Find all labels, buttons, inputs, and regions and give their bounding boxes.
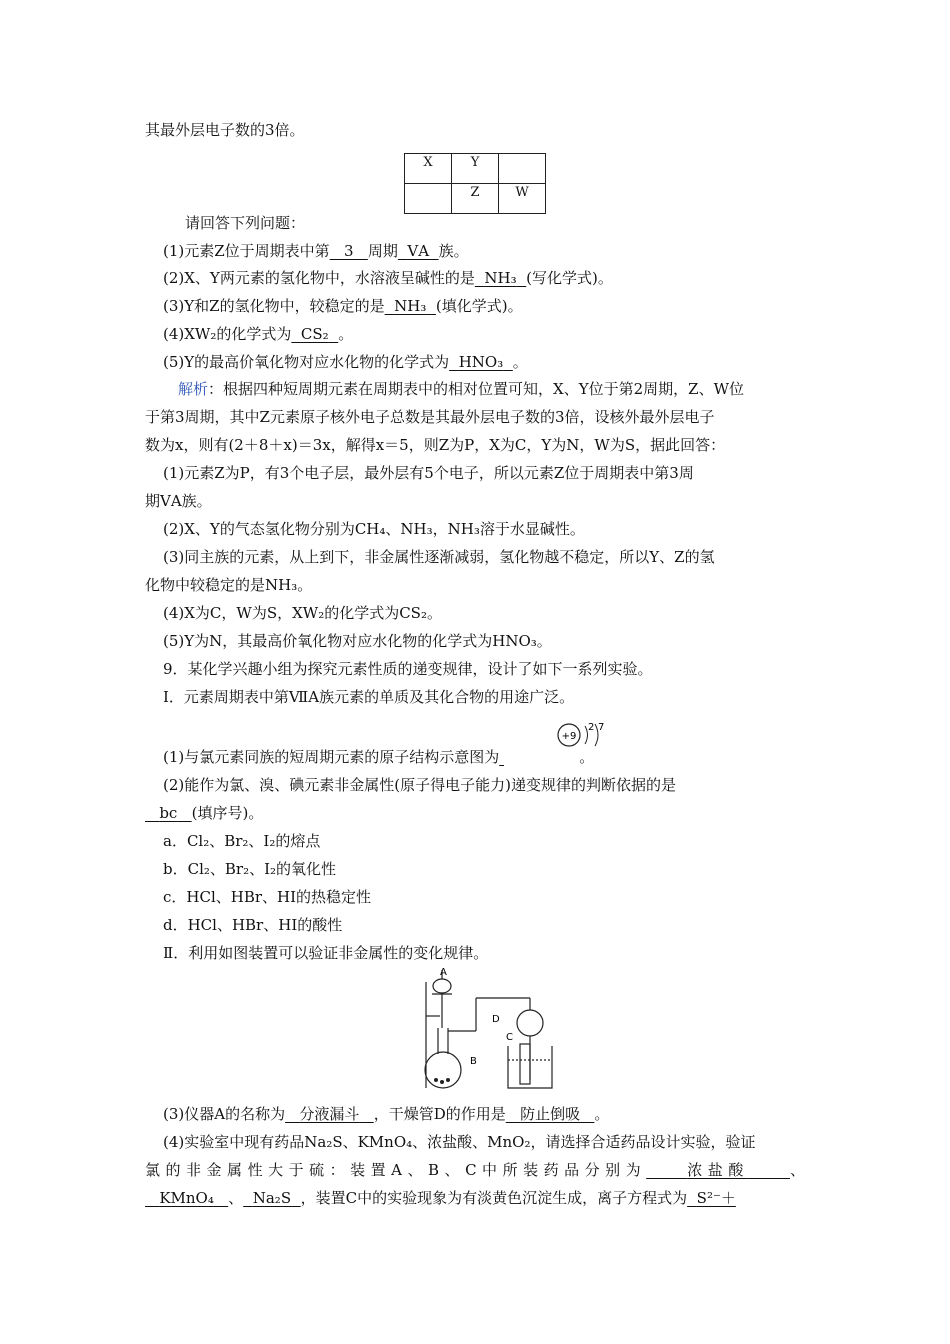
section-1-heading: Ⅰ．元素周期表中第ⅦA族元素的单质及其化合物的用途广泛。 xyxy=(163,688,575,706)
answer-blank: CS₂ xyxy=(300,325,329,343)
answer-blank: bc xyxy=(159,804,178,822)
problem-9-q4b: 氯的非金属性大于硫：装置A、B、C中所装药品分别为 浓盐酸 、 xyxy=(145,1161,805,1179)
answer-blank: 分液漏斗 xyxy=(299,1105,360,1123)
analysis-label: 解析 xyxy=(178,380,209,398)
answer-blank: NH₃ xyxy=(484,269,517,287)
option-b: b．Cl₂、Br₂、I₂的氧化性 xyxy=(163,860,337,878)
answer-blank: 防止倒吸 xyxy=(520,1105,581,1123)
problem-9-q4c: KMnO₄ 、 Na₂S ，装置C中的实验现象为有淡黄色沉淀生成，离子方程式为 S²⁻＋ xyxy=(145,1188,736,1208)
table-row xyxy=(405,184,546,214)
table-cell: W xyxy=(499,184,546,214)
question-3: (3)Y和Z的氢化物中，较稳定的是 NH₃ (填化学式)。 xyxy=(163,297,523,315)
option-a: a．Cl₂、Br₂、I₂的熔点 xyxy=(163,832,321,850)
analysis-line-2: 于第3周期，其中Z元素原子核外电子总数是其最外层电子数的3倍，设核外最外层电子 xyxy=(145,408,715,426)
table-cell xyxy=(499,154,546,184)
shell-2-count: 7 xyxy=(598,722,605,733)
table-row xyxy=(405,154,546,184)
answer-blank: S²⁻＋ xyxy=(696,1189,736,1207)
analysis-answer-5: (5)Y为N，其最高价氧化物对应水化物的化学式为HNO₃。 xyxy=(163,632,552,650)
answer-blank: HNO₃ xyxy=(458,353,504,371)
analysis-line-1: 解析：根据四种短周期元素在周期表中的相对位置可知，X、Y位于第2周期，Z、W位 xyxy=(178,380,744,398)
table-cell: X xyxy=(405,154,452,184)
question-5: (5)Y的最高价氧化物对应水化物的化学式为 HNO₃ 。 xyxy=(163,353,528,371)
analysis-answer-1b: 期ⅤA族。 xyxy=(145,492,212,510)
analysis-answer-1a: (1)元素Z为P，有3个电子层，最外层有5个电子，所以元素Z位于周期表中第3周 xyxy=(163,464,694,482)
problem-9-q3: (3)仪器A的名称为 分液漏斗 ，干燥管D的作用是 防止倒吸 。 xyxy=(163,1105,610,1123)
problem-9-q1: (1)与氯元素同族的短周期元素的原子结构示意图为 。 xyxy=(163,748,595,766)
label-a: A xyxy=(440,968,447,978)
answer-blank: KMnO₄ xyxy=(159,1189,214,1207)
analysis-answer-4: (4)X为C，W为S，XW₂的化学式为CS₂。 xyxy=(163,604,442,622)
question-2: (2)X、Y两元素的氢化物中，水溶液呈碱性的是 NH₃ (写化学式)。 xyxy=(163,269,613,287)
problem-9-q4a: (4)实验室中现有药品Na₂S、KMnO₄、浓盐酸、MnO₂，请选择合适药品设计实验，验证 xyxy=(163,1133,756,1151)
label-b: B xyxy=(470,1056,477,1067)
drying-tube-bulb xyxy=(517,1010,543,1036)
atom-structure-diagram xyxy=(552,718,622,760)
option-d: d．HCl、HBr、HI的酸性 xyxy=(163,916,343,934)
answer-blank: ⅤA xyxy=(407,242,430,260)
answer-blank: 3 xyxy=(343,242,354,260)
intro-line: 其最外层电子数的3倍。 xyxy=(145,121,305,139)
question-4: (4)XW₂的化学式为 CS₂ 。 xyxy=(163,325,354,343)
funnel-bulb xyxy=(433,979,451,993)
apparatus-diagram xyxy=(420,968,570,1094)
option-c: c．HCl、HBr、HI的热稳定性 xyxy=(163,888,372,906)
table-cell: Z xyxy=(452,184,499,214)
section-2-heading: Ⅱ．利用如图装置可以验证非金属性的变化规律。 xyxy=(163,944,489,962)
problem-9-q2b: bc (填序号)。 xyxy=(145,803,263,823)
question-1: (1)元素Z位于周期表中第 3 周期 ⅤA 族。 xyxy=(163,242,469,260)
answer-blank: 浓盐酸 xyxy=(687,1161,749,1179)
answer-blank: Na₂S xyxy=(252,1189,292,1207)
analysis-answer-3a: (3)同主族的元素，从上到下，非金属性逐渐减弱，氢化物越不稳定，所以Y、Z的氢 xyxy=(163,548,715,566)
label-d: D xyxy=(492,1014,500,1025)
problem-9-title: 9．某化学兴趣小组为探究元素性质的递变规律，设计了如下一系列实验。 xyxy=(163,660,653,678)
analysis-line-3: 数为x，则有(2＋8＋x)＝3x，解得x＝5，则Z为P，X为C，Y为N，W为S，据此回答： xyxy=(145,436,726,454)
analysis-answer-3b: 化物中较稳定的是NH₃。 xyxy=(145,576,313,594)
nucleus-charge: +9 xyxy=(561,731,577,742)
answer-blank: NH₃ xyxy=(394,297,427,315)
table-cell: Y xyxy=(452,154,499,184)
periodic-position-table xyxy=(404,153,546,214)
label-c: C xyxy=(506,1032,513,1043)
question-prompt: 请回答下列问题： xyxy=(185,214,306,232)
table-cell xyxy=(405,184,452,214)
problem-9-q2a: (2)能作为氯、溴、碘元素非金属性(原子得电子能力)递变规律的判断依据的是 xyxy=(163,776,676,794)
analysis-answer-2: (2)X、Y的气态氢化物分别为CH₄、NH₃，NH₃溶于水显碱性。 xyxy=(163,520,585,538)
shell-1-count: 2 xyxy=(588,722,595,733)
